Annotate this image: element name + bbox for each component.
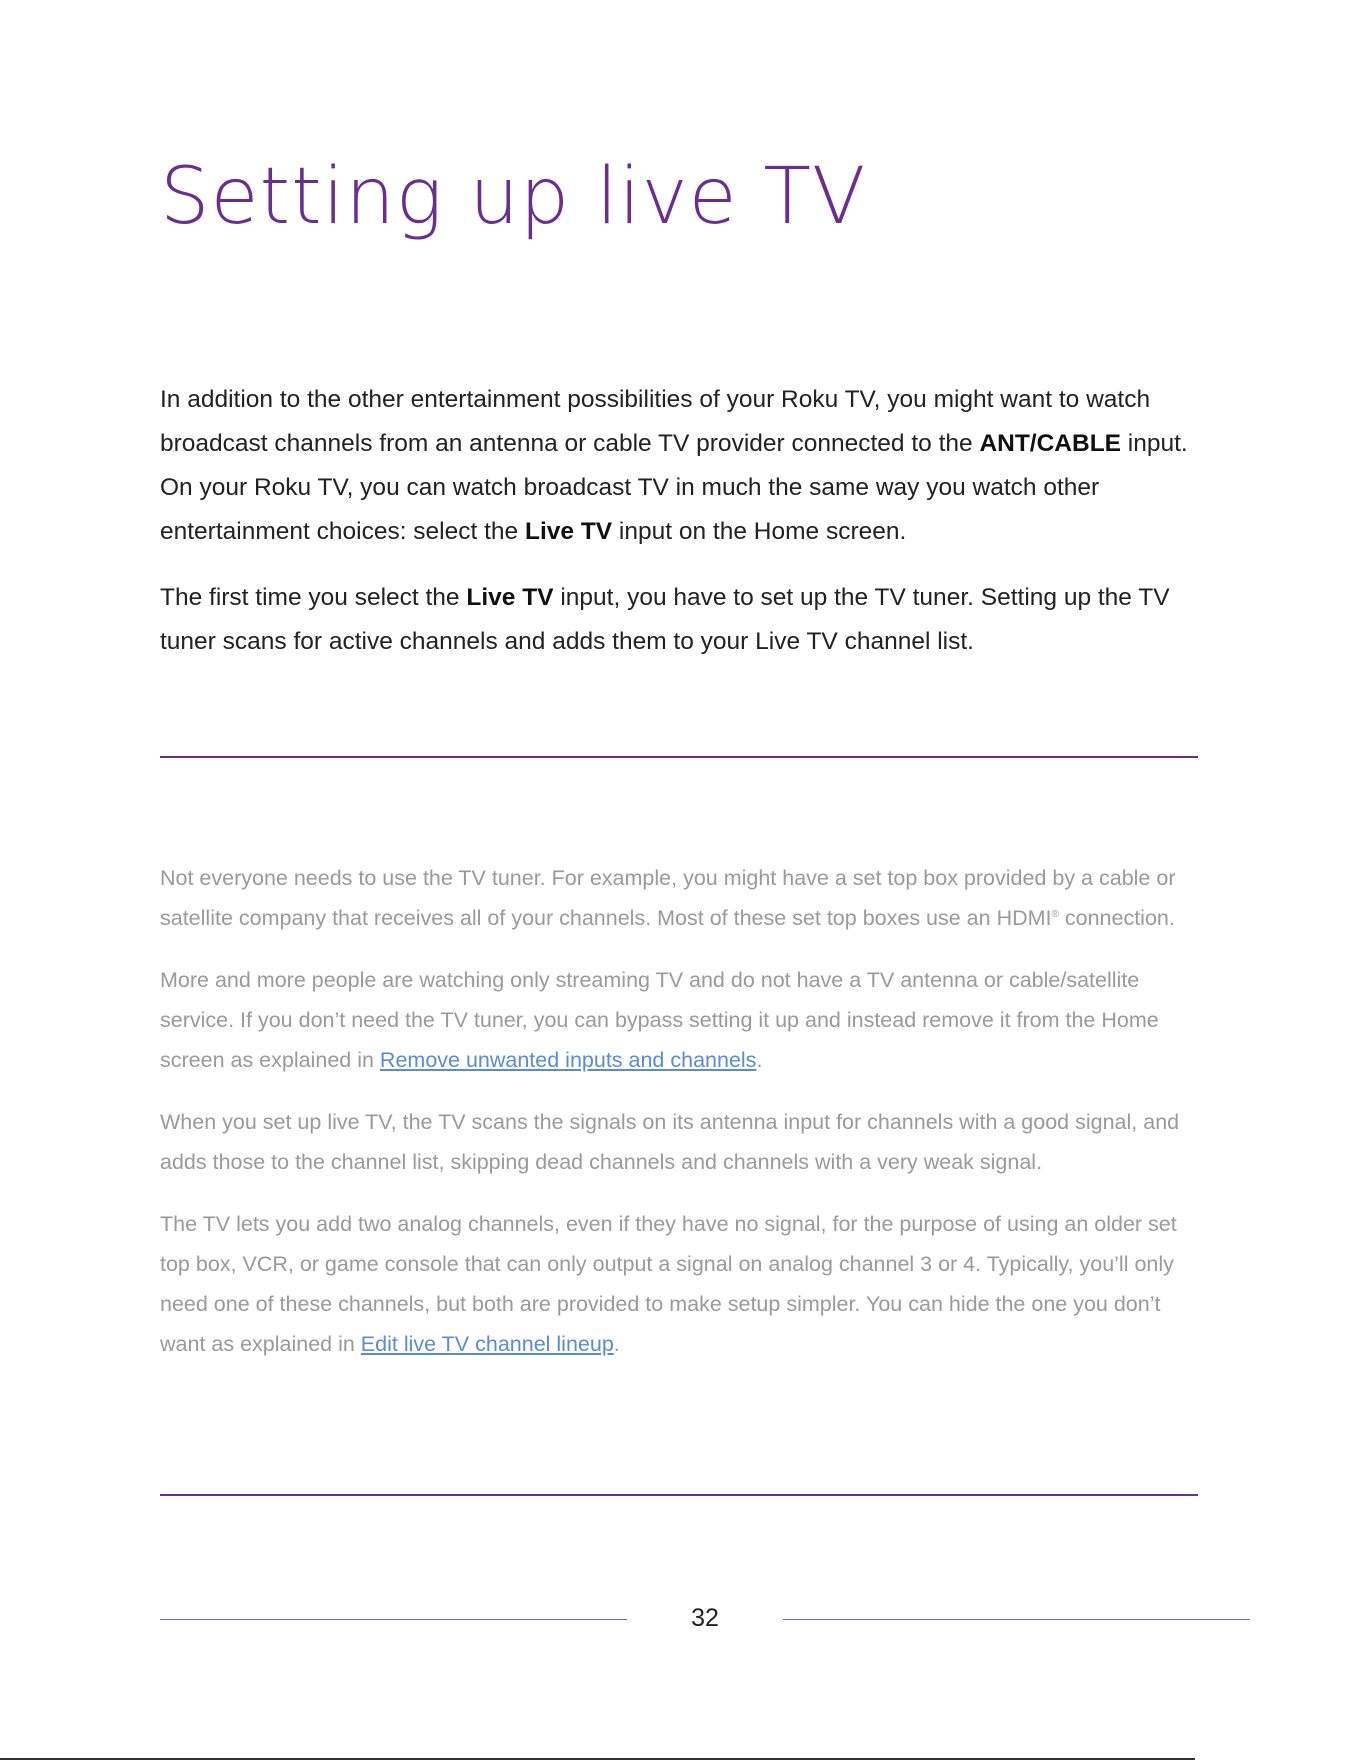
note-paragraph-2 xyxy=(160,960,1200,1080)
edit-channel-lineup-link[interactable]: Edit live TV channel lineup xyxy=(360,1332,614,1356)
live-tv-term: Live TV xyxy=(524,518,613,545)
page-title: Setting up live TV xyxy=(160,152,867,242)
note-bottom-divider xyxy=(160,1494,1198,1496)
intro-paragraph-1 xyxy=(160,378,1210,554)
intro-p1-text-3: input on the Home screen. xyxy=(612,518,907,545)
note-paragraph-4 xyxy=(160,1204,1200,1364)
footer-rule-left xyxy=(160,1619,627,1620)
note-p2-text-2: . xyxy=(756,1048,763,1072)
note-p1-text-2: connection. xyxy=(1058,906,1175,930)
intro-section xyxy=(160,378,1210,686)
note-paragraph-3: When you set up live TV, the TV scans the signals on its antenna input for channels with a good signal, and adds those to the channel list, skipping dead channels and channels with a very weak signal. xyxy=(160,1110,1180,1174)
page-bottom-edge xyxy=(0,1758,1195,1760)
note-p4-text-1: The TV lets you add two analog channels, even if they have no signal, for the purpose of using an older set top box, VCR, or game console that can only output a signal on analog channel 3 or 4. Typically, you’ll only need one of these channels, but both are provided to make setup simpler. You can hide the one you don’t want as explained in xyxy=(160,1212,1177,1356)
registered-mark: ® xyxy=(1051,908,1059,920)
note-section xyxy=(160,858,1200,1386)
note-paragraph-1 xyxy=(160,858,1200,938)
note-p2-text-1: More and more people are watching only streaming TV and do not have a TV antenna or cable/satellite service. If you don’t need the TV tuner, you can bypass setting it up and instead remove it from the Home screen as explained in xyxy=(160,968,1159,1072)
intro-p2-text-2: input, you have to set up the TV tuner. Setting up the TV tuner scans for active channels and adds them to your Live TV channel list. xyxy=(160,584,1170,655)
note-top-divider xyxy=(160,756,1198,758)
ant-cable-term: ANT/CABLE xyxy=(979,430,1121,457)
intro-paragraph-2 xyxy=(160,576,1210,664)
note-p1-text-1: Not everyone needs to use the TV tuner. For example, you might have a set top box provided by a cable or satellite company that receives all of your channels. Most of these set top boxes use an HDMI xyxy=(160,866,1176,930)
note-p4-text-2: . xyxy=(613,1332,620,1356)
page-number: 32 xyxy=(691,1604,719,1632)
live-tv-term-2: Live TV xyxy=(466,584,554,611)
intro-p1-text-1: In addition to the other entertainment possibilities of your Roku TV, you might want to watch broadcast channels from an antenna or cable TV provider connected to the xyxy=(160,386,1151,457)
intro-p1-text-2: input. On your Roku TV, you can watch broadcast TV in much the same way you watch other entertainment choices: select the xyxy=(160,430,1188,545)
footer-rule-right xyxy=(783,1619,1250,1620)
intro-p2-text-1: The first time you select the xyxy=(160,584,467,611)
remove-unwanted-inputs-link[interactable]: Remove unwanted inputs and channels xyxy=(379,1048,757,1072)
